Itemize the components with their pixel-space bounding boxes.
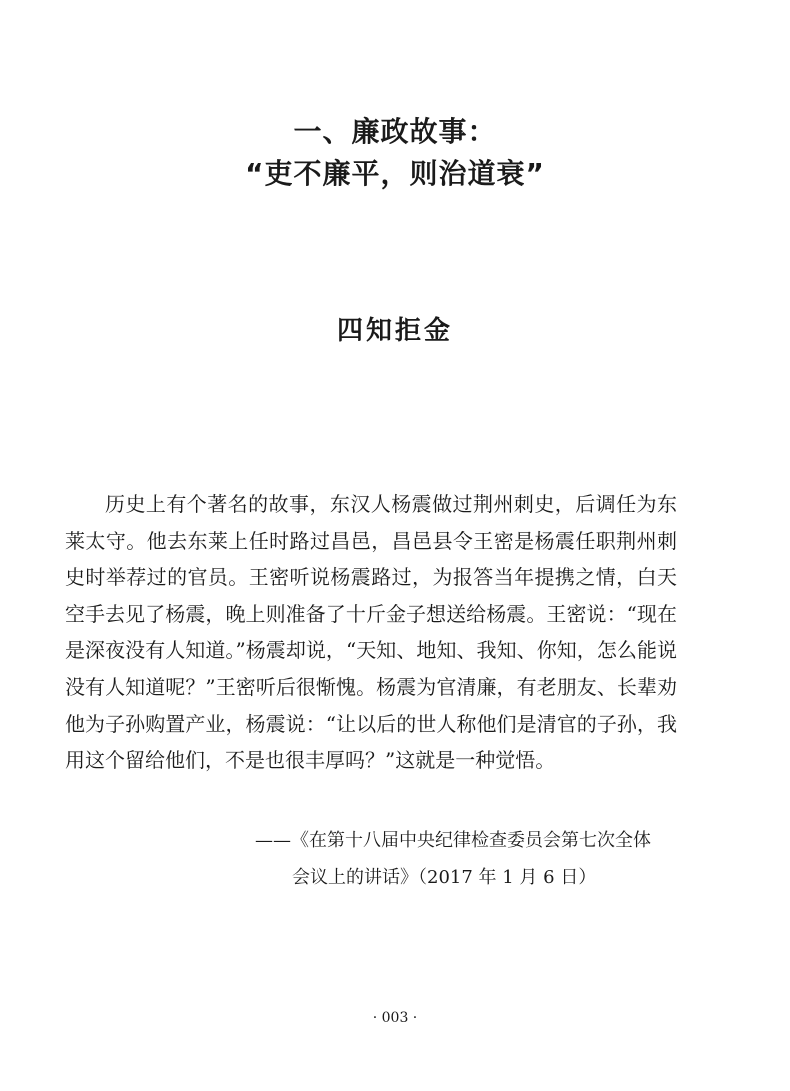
- chapter-title-line2: “吏不廉平，则治道衰”: [245, 157, 545, 190]
- chapter-title-line1: 一、廉政故事：: [293, 115, 497, 148]
- story-paragraph: 历史上有个著名的故事，东汉人杨震做过荆州刺史，后调任为东莱太守。他去东莱上任时路过昌邑，昌邑县令王密是杨震任职荆州刺史时举荐过的官员。王密听说杨震路过，为报答当年提携之情，白天空手去见了杨震，晚上则准备了十斤金子想送给杨震。王密说：“现在是深夜没有人知道。”杨震却说，“天知、地知、我知、你知，怎么能说没有人知道呢？”王密听后很惭愧。杨震为官清廉，有老朋友、长辈劝他为子孙购置产业，杨震说：“让以后的世人称他们是清官的子孙，我用这个留给他们，不是也很丰厚吗？”这就是一种觉悟。: [65, 492, 677, 773]
- source-citation-line1: ——《在第十八届中央纪律检查委员会第七次全体: [255, 830, 651, 851]
- section-title: 四知拒金: [336, 316, 453, 346]
- page-number: · 003 ·: [372, 1010, 418, 1026]
- source-citation-line2: 会议上的讲话》（2017 年 1 月 6 日）: [292, 867, 597, 888]
